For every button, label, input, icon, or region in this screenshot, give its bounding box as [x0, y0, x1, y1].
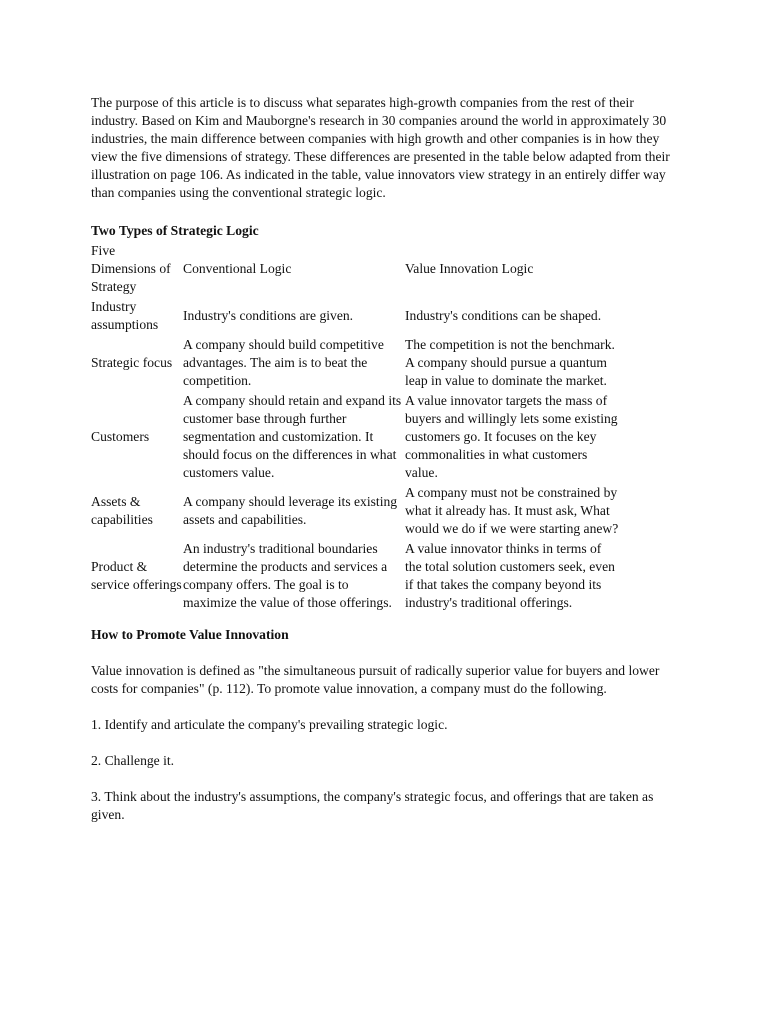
table-row	[91, 484, 621, 540]
intro-paragraph: The purpose of this article is to discuss what separates high-growth companies from the rest of their industry. Based on Kim and Mauborgne's research in 30 companies around the world in approximately 30 industries, the main difference between companies with high growth and other companies is in how they view the five dimensions of strategy. These differences are presented in the table below adapted from their illustration on page 106. As indicated in the table, value innovators view strategy in an entirely differ way than companies using the conventional strategic logic.	[91, 95, 670, 200]
row-dimension-cell: Strategic focus	[91, 355, 173, 370]
row-value-innovation-cell: Industry's conditions can be shaped.	[405, 308, 602, 323]
step-3-paragraph: 3. Think about the industry's assumptions, the company's strategic focus, and offerings that are taken as given.	[91, 789, 654, 822]
header-cell-value-innovation: Value Innovation Logic	[405, 261, 534, 276]
row-value-innovation-cell: A value innovator thinks in terms of the total solution customers seek, even if that takes the company beyond its industry's traditional offerings.	[405, 541, 615, 610]
row-value-innovation-cell: The competition is not the benchmark. A company should pursue a quantum leap in value to dominate the market.	[405, 337, 615, 388]
step-2-paragraph: 2. Challenge it.	[91, 753, 175, 768]
row-value-innovation-cell: A value innovator targets the mass of buyers and willingly lets some existing customers go. It focuses on the key commonalities in what customers value.	[405, 393, 618, 480]
row-dimension-cell: Assets & capabilities	[91, 494, 153, 527]
table-row	[91, 540, 621, 614]
table-row	[91, 336, 621, 392]
row-conventional-cell: A company should leverage its existing assets and capabilities.	[183, 494, 398, 527]
row-conventional-cell: An industry's traditional boundaries determine the products and services a company offers. The goal is to maximize the value of those offerings.	[183, 541, 392, 610]
table-header-row	[91, 242, 621, 298]
row-dimension-cell: Industry assumptions	[91, 299, 159, 332]
step-1-paragraph: 1. Identify and articulate the company's prevailing strategic logic.	[91, 717, 448, 732]
document-page	[91, 94, 671, 842]
strategic-logic-table	[91, 242, 621, 614]
row-value-innovation-cell: A company must not be constrained by what it already has. It must ask, What would we do if we were starting anew?	[405, 485, 619, 536]
section-heading: How to Promote Value Innovation	[91, 627, 289, 642]
row-dimension-cell: Customers	[91, 429, 150, 444]
table-row	[91, 298, 621, 336]
table-title: Two Types of Strategic Logic	[91, 223, 259, 238]
table-row	[91, 392, 621, 484]
header-cell-conventional: Conventional Logic	[183, 261, 292, 276]
header-cell-dimensions: Five Dimensions of Strategy	[91, 243, 171, 294]
row-dimension-cell: Product & service offerings	[91, 559, 182, 592]
row-conventional-cell: Industry's conditions are given.	[183, 308, 354, 323]
row-conventional-cell: A company should retain and expand its customer base through further segmentation and customization. It should focus on the differences in what customers value.	[183, 393, 402, 480]
definition-paragraph: Value innovation is defined as "the simultaneous pursuit of radically superior value for buyers and lower costs for companies" (p. 112). To promote value innovation, a company must do the following.	[91, 663, 660, 696]
row-conventional-cell: A company should build competitive advantages. The aim is to beat the competition.	[183, 337, 384, 388]
